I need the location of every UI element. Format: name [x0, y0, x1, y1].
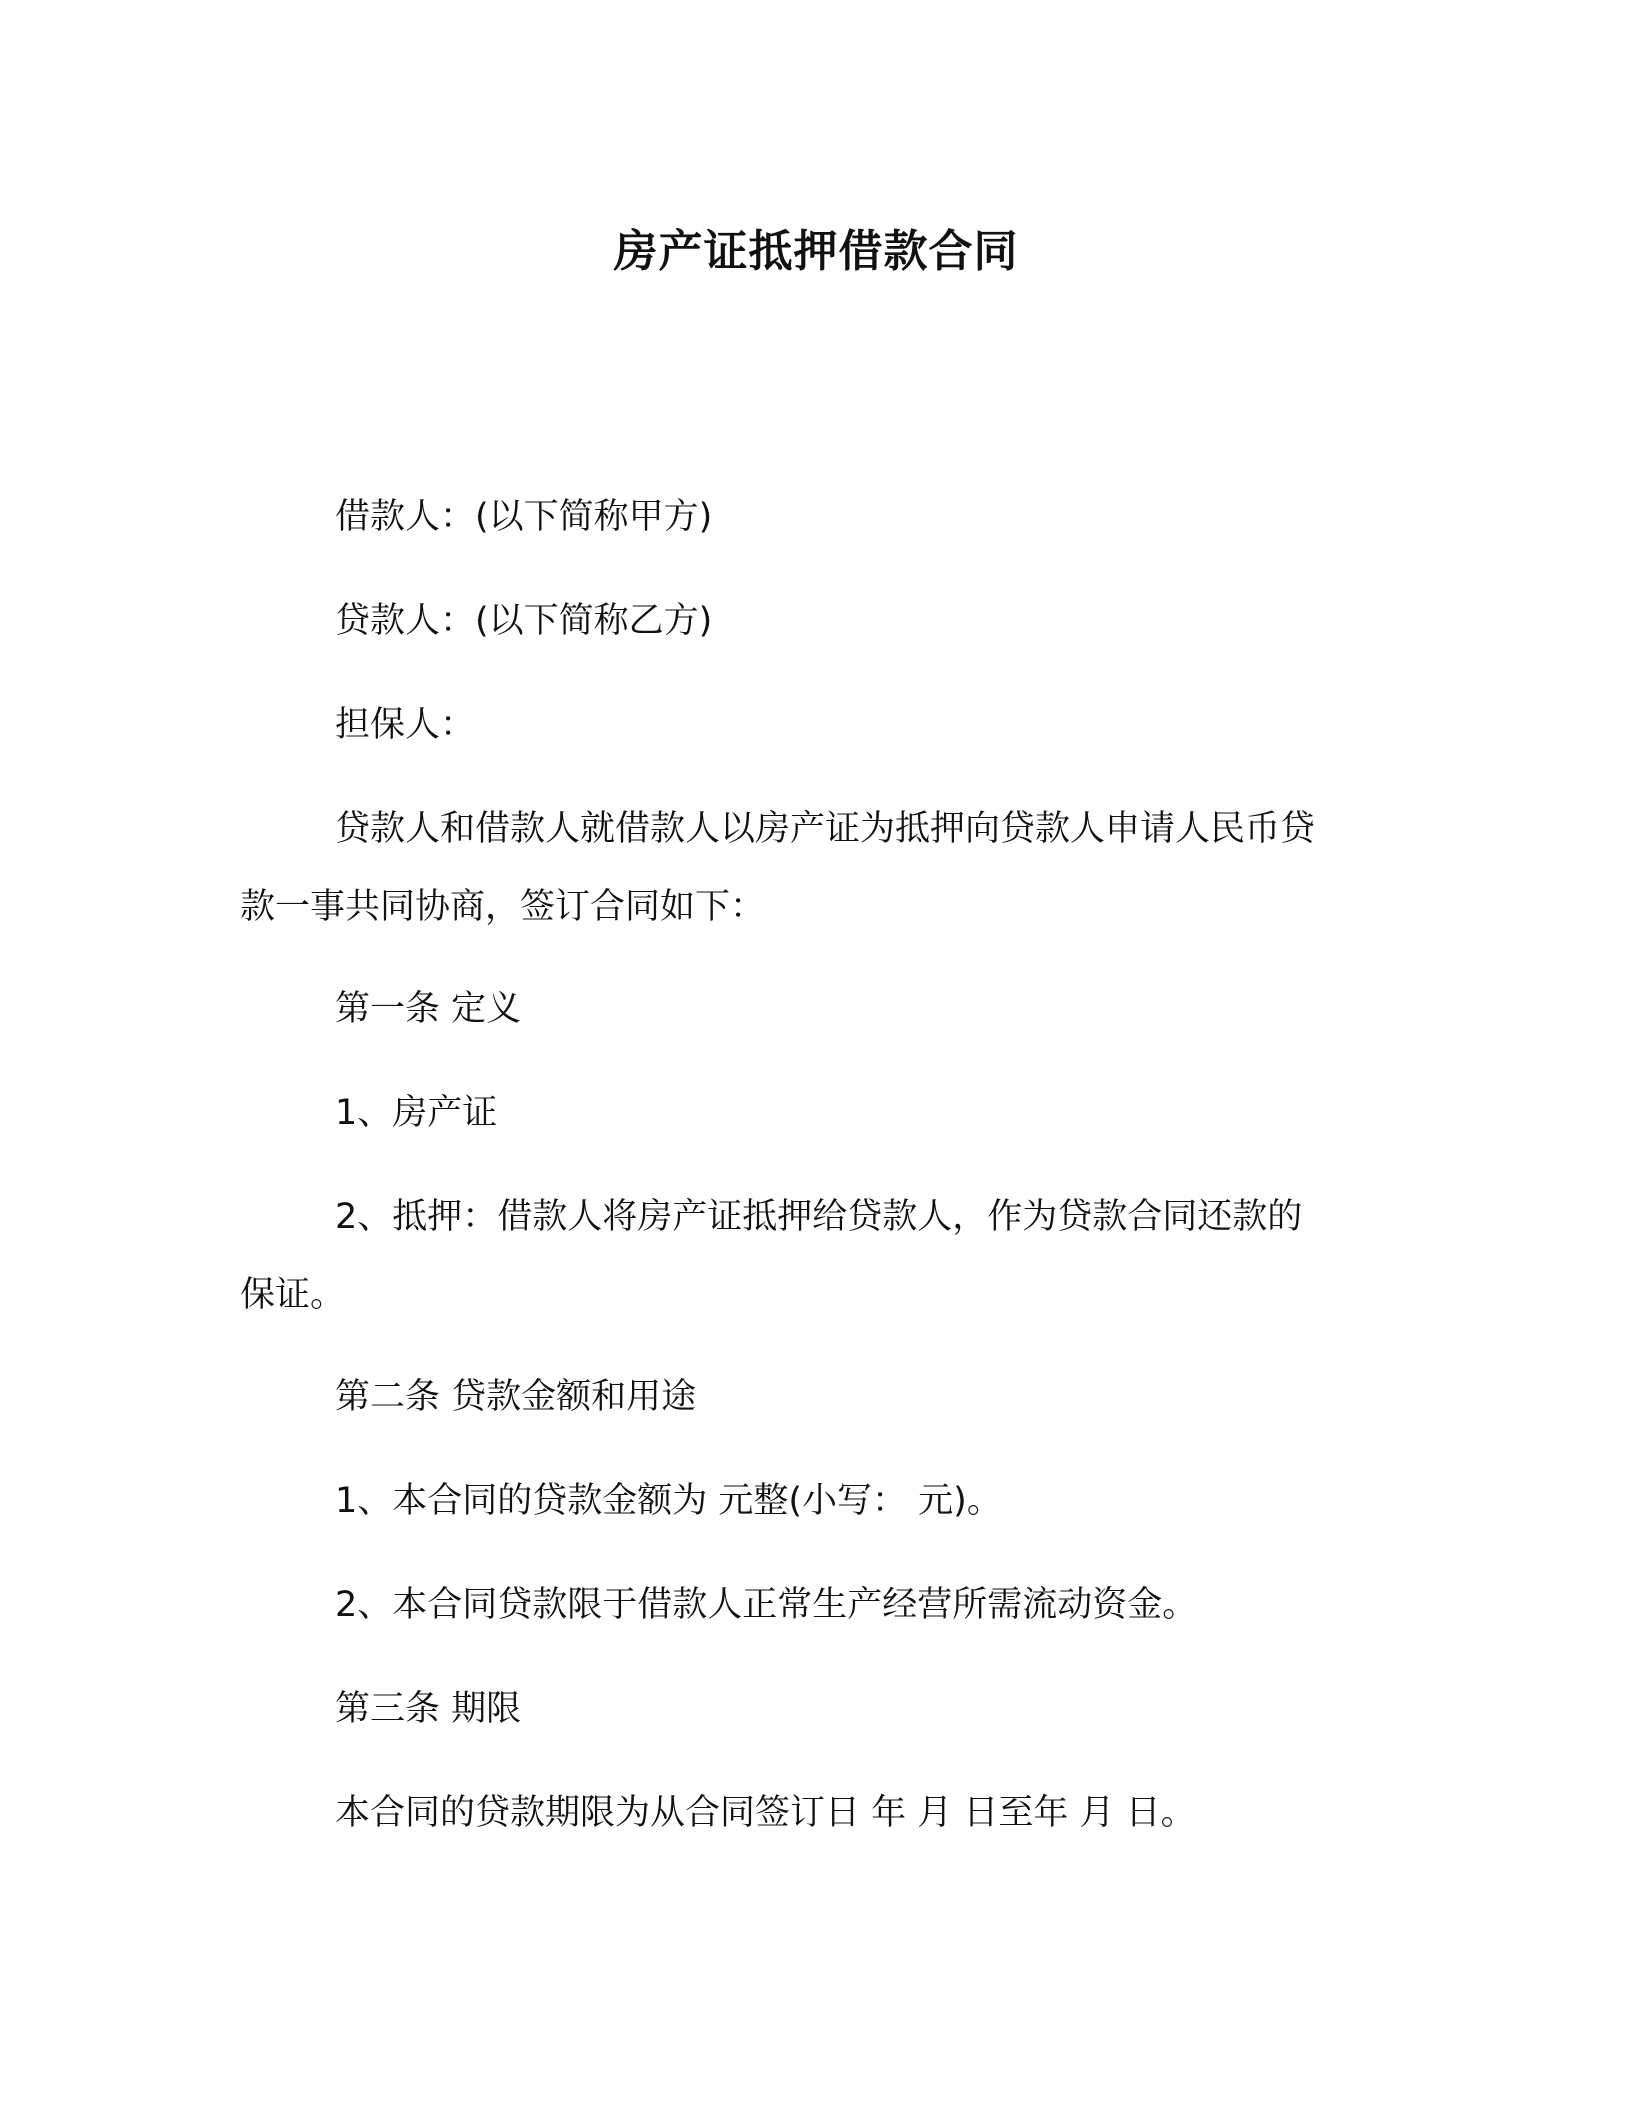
article-3-heading: 第三条 期限: [335, 1689, 522, 1729]
article-1-item-1: 1、房产证: [335, 1093, 498, 1133]
borrower-line: 借款人：(以下简称甲方): [335, 497, 713, 537]
document-title: 房产证抵押借款合同: [613, 226, 1019, 277]
article-3-text: 本合同的贷款期限为从合同签订日 年 月 日至年 月 日。: [335, 1793, 1196, 1833]
article-1-item-2-line-1: 2、抵押：借款人将房产证抵押给贷款人，作为贷款合同还款的: [335, 1197, 1303, 1237]
article-1-item-2-line-2: 保证。: [240, 1275, 346, 1315]
article-2-heading: 第二条 贷款金额和用途: [335, 1377, 697, 1417]
preamble-line-2: 款一事共同协商，签订合同如下：: [240, 887, 766, 927]
article-2-item-1: 1、本合同的贷款金额为 元整(小写： 元)。: [335, 1481, 1002, 1521]
lender-line: 贷款人：(以下简称乙方): [335, 601, 713, 641]
preamble-line-1: 贷款人和借款人就借款人以房产证为抵押向贷款人申请人民币贷: [335, 809, 1316, 849]
article-2-item-2: 2、本合同贷款限于借款人正常生产经营所需流动资金。: [335, 1585, 1198, 1625]
guarantor-line: 担保人：: [335, 705, 476, 745]
article-1-heading: 第一条 定义: [335, 989, 522, 1029]
